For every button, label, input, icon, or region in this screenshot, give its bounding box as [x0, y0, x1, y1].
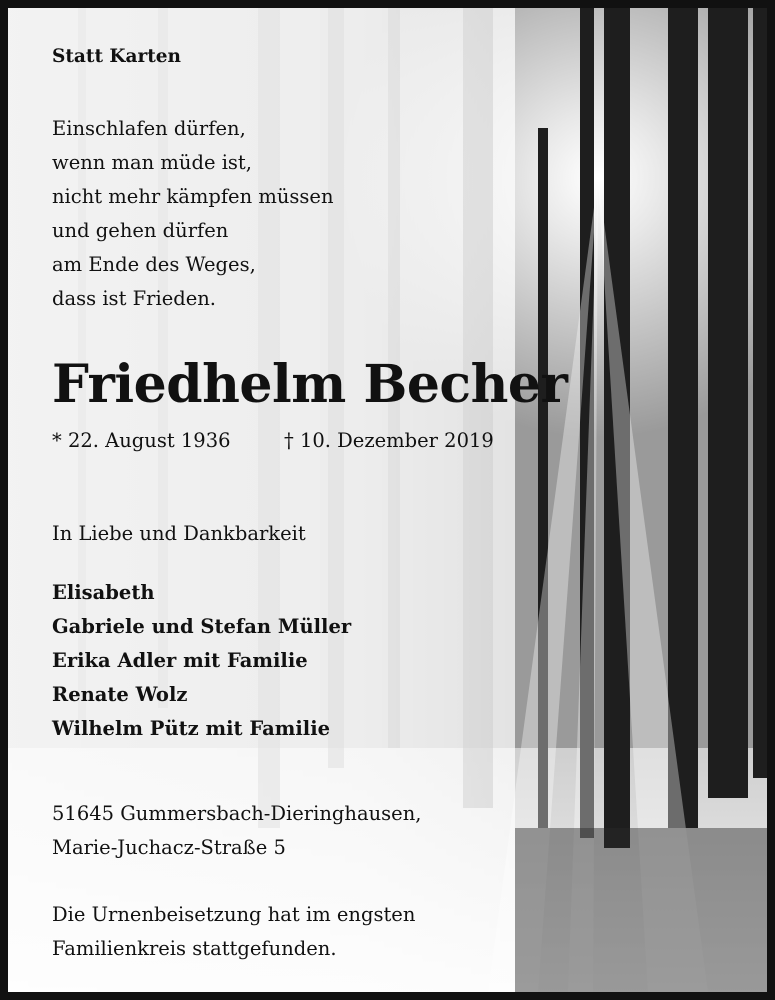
heading-statt-karten: Statt Karten: [52, 46, 182, 67]
closing-line: Familienkreis stattgefunden.: [52, 937, 337, 960]
poem-line: dass ist Frieden.: [52, 287, 217, 310]
poem-line: nicht mehr kämpfen müssen: [52, 185, 334, 208]
poem-line: am Ende des Weges,: [52, 253, 256, 276]
deceased-name: Friedhelm Becher: [52, 354, 568, 415]
mourner-name: Wilhelm Pütz mit Familie: [52, 717, 331, 740]
mourner-name: Erika Adler mit Familie: [52, 649, 308, 672]
closing-line: Die Urnenbeisetzung hat im engsten: [52, 903, 416, 926]
death-date: † 10. Dezember 2019: [284, 429, 494, 452]
poem-line: wenn man müde ist,: [52, 151, 252, 174]
mourner-name: Elisabeth: [52, 581, 155, 604]
dedication: In Liebe und Dankbarkeit: [52, 522, 306, 545]
address-line: 51645 Gummersbach-Dieringhausen,: [52, 802, 422, 825]
address-line: Marie-Juchacz-Straße 5: [52, 836, 286, 859]
poem-line: Einschlafen dürfen,: [52, 117, 246, 140]
birth-date: * 22. August 1936: [52, 429, 231, 452]
mourner-name: Gabriele und Stefan Müller: [52, 615, 352, 638]
poem-line: und gehen dürfen: [52, 219, 229, 242]
mourner-name: Renate Wolz: [52, 683, 188, 706]
